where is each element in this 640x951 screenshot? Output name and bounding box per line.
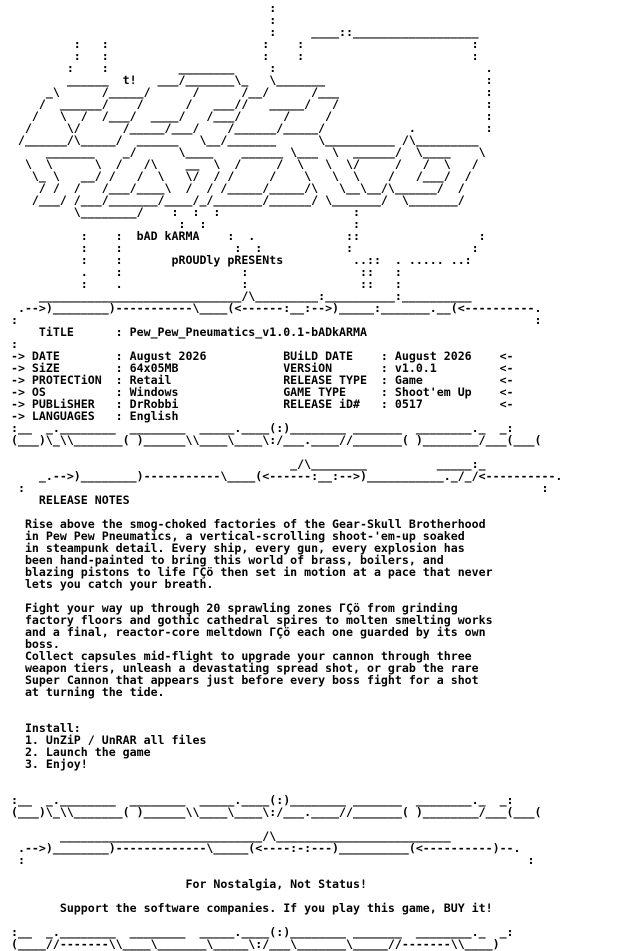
ascii-logo-line: \_ \ __/ / / \ \/ / / / \ \ \ / /___/ /: [4, 169, 472, 183]
info-row-protection: -> PROTECTiON : Retail RELEASE TYPE : Game <-: [4, 373, 514, 387]
notes-box-border: _/\________ _____:_: [4, 457, 486, 471]
footer-box-border: _____________________________/\_________________________: [4, 829, 451, 843]
nfo-text-art: [4, 2, 562, 950]
info-row-date: -> DATE : August 2026 BUiLD DATE : August 2026 <-: [4, 349, 514, 363]
notes-paragraph-line: been hand-painted to bring this world of brass, boilers, and: [4, 553, 444, 567]
footer-box-border: :__ _.________ ________ _____.____(:)________ _______ ________._ _:: [4, 925, 514, 939]
notes-box-border: : :: [4, 481, 549, 495]
ascii-logo-line: / ______/ / / ___// _____/ / :: [4, 97, 493, 111]
ascii-logo-line: :: [4, 13, 277, 27]
notes-box-border: :__ _.________ ________ _____.____(:)________ _______ ________._ _:: [4, 793, 514, 807]
presents-line: : : pROUDly pRESENts ..:: . ..... ..:: [4, 253, 472, 267]
ascii-logo-line: \________/ : : : :: [4, 205, 360, 219]
ascii-logo-line: / \/ /_____/___/ /______/_____/ . :: [4, 121, 493, 135]
info-box-border: : :: [4, 313, 542, 327]
ascii-logo-line: : : : : :: [4, 49, 479, 63]
ascii-logo-line: : : : : :: [4, 37, 479, 51]
spacer-line: [4, 770, 562, 782]
footer-support-line: Support the software companies. If you play this game, BUY it!: [4, 901, 493, 915]
notes-paragraph-line: at turning the tide.: [4, 685, 165, 699]
notes-paragraph-line: blazing pistons to life ΓÇö then set in motion at a pace that never: [4, 565, 493, 579]
ascii-logo-line: _\ /_____/ / /__/ /___ :: [4, 85, 493, 99]
footer-box-border: .-->)________)-------------\_____(<----:-:---)__________(<----------)--.: [4, 841, 521, 855]
ascii-logo-line: : : :: [4, 217, 360, 231]
info-box-border: (___)\_\\_______( )______\\____\____\:/___.____//_______( )________/___(___(: [4, 433, 542, 447]
ascii-logo-line: . : : :: :: [4, 265, 402, 279]
info-row-publisher: -> PUBLiSHER : DrRobbi RELEASE iD# : 0517 <-: [4, 397, 514, 411]
footer-tagline: For Nostalgia, Not Status!: [4, 877, 367, 891]
install-step: 1. UnZiP / UnRAR all files: [4, 733, 207, 747]
ascii-logo-line: : : ________ : .: [4, 61, 493, 75]
install-step: 2. Launch the game: [4, 745, 151, 759]
ascii-logo-line: : . : :: :: [4, 277, 402, 291]
ascii-logo-line: /______/\_____/ ______ \__/_______ \__________ /\_________: [4, 133, 479, 147]
footer-box-border: : :: [4, 853, 535, 867]
notes-paragraph-line: and a final, reactor-core meltdown ΓÇö each one guarded by its own: [4, 625, 486, 639]
notes-box-border: (___)\_\\_______( )______\\____\____\:/___.____//_______( )________/___(___(: [4, 805, 542, 819]
info-row-languages: -> LANGUAGES : English: [4, 409, 179, 423]
notes-paragraph-line: Collect capsules mid-flight to upgrade your cannon through three: [4, 649, 472, 663]
notes-paragraph-line: in Pew Pew Pneumatics, a vertical-scrolling shoot-'em-up soaked: [4, 529, 465, 543]
install-label: Install:: [4, 721, 81, 735]
spacer-line: [4, 698, 562, 710]
info-box-border: :__ _.________ ________ _____.____(:)________ _______ ________._ _:: [4, 421, 514, 435]
ascii-logo-line: / / / /___/____\ / / /_____/_____/\ \__\__/\______/ /: [4, 181, 465, 195]
release-notes-heading: RELEASE NOTES: [4, 493, 130, 507]
ascii-logo-line: \ \ \ / /\ __ \ / / \ \ \/ / / \ /: [4, 157, 479, 171]
ascii-logo-line: /___/ /___/_______/____/_/_______/______/ \_______/ \_______/: [4, 193, 465, 207]
notes-paragraph-line: lets you catch your breath.: [4, 577, 214, 591]
spacer-line: [4, 710, 562, 722]
notes-box-border: _.-->)________)-----------\____(<------:__:-->)___________._/_/<----------.: [4, 469, 563, 483]
info-row-os: -> OS : Windows GAME TYPE : Shoot'em Up <-: [4, 385, 514, 399]
install-step: 3. Enjoy!: [4, 757, 88, 771]
notes-paragraph-line: Rise above the smog-choked factories of the Gear-Skull Brotherhood: [4, 517, 486, 531]
notes-paragraph-line: Fight your way up through 20 sprawling zones ΓÇö from grinding: [4, 601, 458, 615]
notes-paragraph-line: factory floors and gothic cathedral spires to molten smelting works: [4, 613, 493, 627]
notes-paragraph-line: Super Cannon that appears just before every boss fight for a shot: [4, 673, 479, 687]
ascii-logo-line: : ____::__________________: [4, 25, 479, 39]
info-box-border: _____________________________/\_________:__________:__________: [4, 289, 472, 303]
ascii-logo-line: _______ _/ \____ ______ \___ \ ______/ \____ \: [4, 145, 486, 159]
ascii-logo-line: ______ t! ___/_______\_ \_______ :: [4, 73, 493, 87]
ascii-logo-line: :: [4, 1, 277, 15]
info-box-border: :: [4, 337, 18, 351]
group-name-line: : : bAD kARMA : . :: :: [4, 229, 486, 243]
info-row-size: -> SiZE : 64x05MB VERSiON : v1.0.1 <-: [4, 361, 514, 375]
ascii-logo-line: : : : : : :: [4, 241, 479, 255]
notes-paragraph-line: boss.: [4, 637, 60, 651]
notes-paragraph-line: in steampunk detail. Every ship, every gun, every explosion has: [4, 541, 465, 555]
release-title: TiTLE : Pew_Pew_Pneumatics_v1.0.1-bADkARMA: [4, 325, 367, 339]
notes-paragraph-line: weapon tiers, unleash a devastating spread shot, or grab the rare: [4, 661, 479, 675]
ascii-logo-line: / \ / /___/ ____/ /___/ / / :: [4, 109, 493, 123]
footer-box-border: (____//-------\\____\_______\_____\:/___\_______\_____//-------\\____): [4, 937, 500, 951]
info-box-border: .-->)________)-----------\____(<------:__:-->)_____:_______.__(<----------.: [4, 301, 542, 315]
